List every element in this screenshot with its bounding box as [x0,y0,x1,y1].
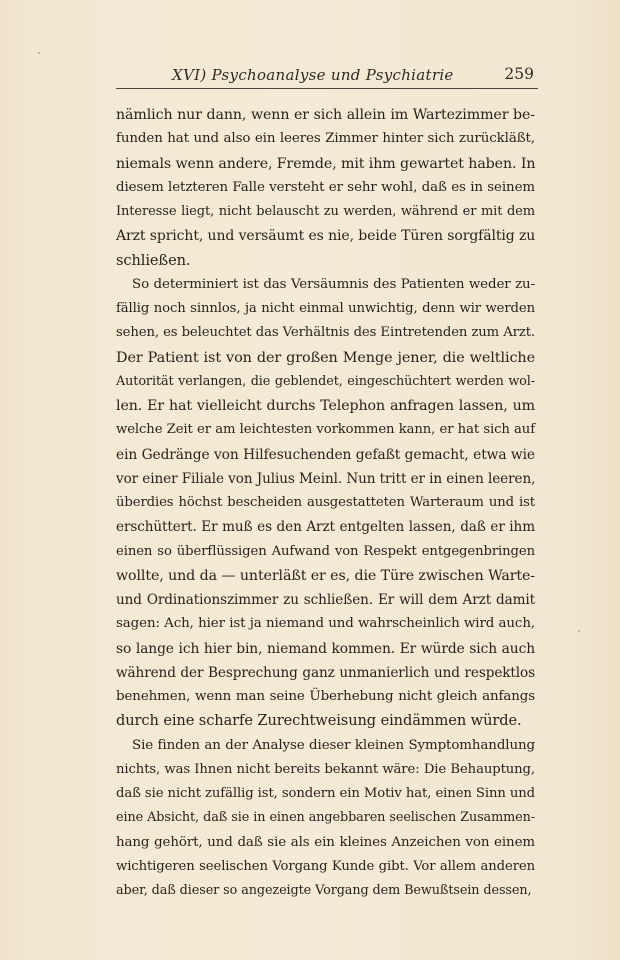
text-line: schließen. [116,251,191,269]
text-line: daß sie nicht zufällig ist, sondern ein Motiv hat, einen Sinn und [116,786,535,801]
text-line: sehen, es beleuchtet das Verhältnis des Eintretenden zum Arzt. [116,325,535,341]
text-line: wollte, und da — unterläßt er es, die Türe zwischen Warte- [116,567,535,584]
text-line: Sie finden an der Analyse dieser kleinen Symptomhandlung [132,737,535,753]
text-line: benehmen, wenn man seine Überhebung nicht gleich anfangs [116,689,535,704]
body-text [116,103,535,903]
text-line: Interesse liegt, nicht belauscht zu werden, während er mit dem [116,204,535,219]
text-line: hang gehört, und daß sie als ein kleines Anzeichen von einem [116,834,535,850]
text-line: wichtigeren seelischen Vorgang Kunde gibt. Vor allem anderen [116,858,535,874]
text-line: sagen: Ach, hier ist ja niemand und wahrscheinlich wird auch, [116,616,535,632]
text-line: erschüttert. Er muß es den Arzt entgelten lassen, daß er ihm [116,519,535,536]
text-line: überdies höchst bescheiden ausgestatteten Warteraum und ist [116,495,535,510]
text-line: So determiniert ist das Versäumnis des Patienten weder zu- [132,276,535,292]
text-line: funden hat und also ein leeres Zimmer hinter sich zurückläßt, [116,131,535,147]
text-line: während der Besprechung ganz unmanierlich und respektlos [116,664,535,681]
text-line: nämlich nur dann, wenn er sich allein im Wartezimmer be- [116,107,535,123]
text-line: niemals wenn andere, Fremde, mit ihm gewartet haben. In [116,155,536,172]
text-line: len. Er hat vielleicht durchs Telephon anfragen lassen, um [116,398,535,414]
page-header [116,64,538,86]
paper-speck [578,630,580,632]
text-line: so lange ich hier bin, niemand kommen. Er würde sich auch [116,640,535,657]
text-line: und Ordinationszimmer zu schließen. Er will dem Arzt damit [116,592,535,608]
running-title: XVI) Psychoanalyse und Psychiatrie [172,66,454,84]
text-line: fällig noch sinnlos, ja nicht einmal unwichtig, denn wir werden [116,301,535,316]
text-line: Der Patient ist von der großen Menge jener, die weltliche [116,349,535,366]
page-number: 259 [504,65,534,83]
paragraph [116,734,535,904]
text-line: ein Gedränge von Hilfesuchenden gefaßt gemacht, etwa wie [116,446,535,463]
text-line: aber, daß dieser so angezeigte Vorgang dem Bewußtsein dessen, [116,883,532,898]
text-line: Autorität verlangen, die geblendet, eingeschüchtert werden wol- [116,373,535,389]
text-line: einen so überflüssigen Aufwand von Respekt entgegenbringen [116,543,535,559]
paper-speck [38,52,40,54]
text-line: Arzt spricht, und versäumt es nie, beide Türen sorgfältig zu [116,228,536,245]
paragraph [116,273,535,734]
text-line: welche Zeit er am leichtesten vorkommen kann, er hat sich auf [116,422,535,438]
text-line: nichts, was Ihnen nicht bereits bekannt wäre: Die Behauptung, [116,761,535,777]
header-rule [116,88,538,89]
text-line: vor einer Filiale von Julius Meinl. Nun tritt er in einen leeren, [116,470,536,487]
text-line: diesem letzteren Falle versteht er sehr wohl, daß es in seinem [116,179,535,195]
text-line: eine Absicht, daß sie in einen angebbaren seelischen Zusammen- [116,810,535,826]
paragraph [116,103,535,273]
text-line: durch eine scharfe Zurechtweisung eindämmen würde. [116,712,522,730]
